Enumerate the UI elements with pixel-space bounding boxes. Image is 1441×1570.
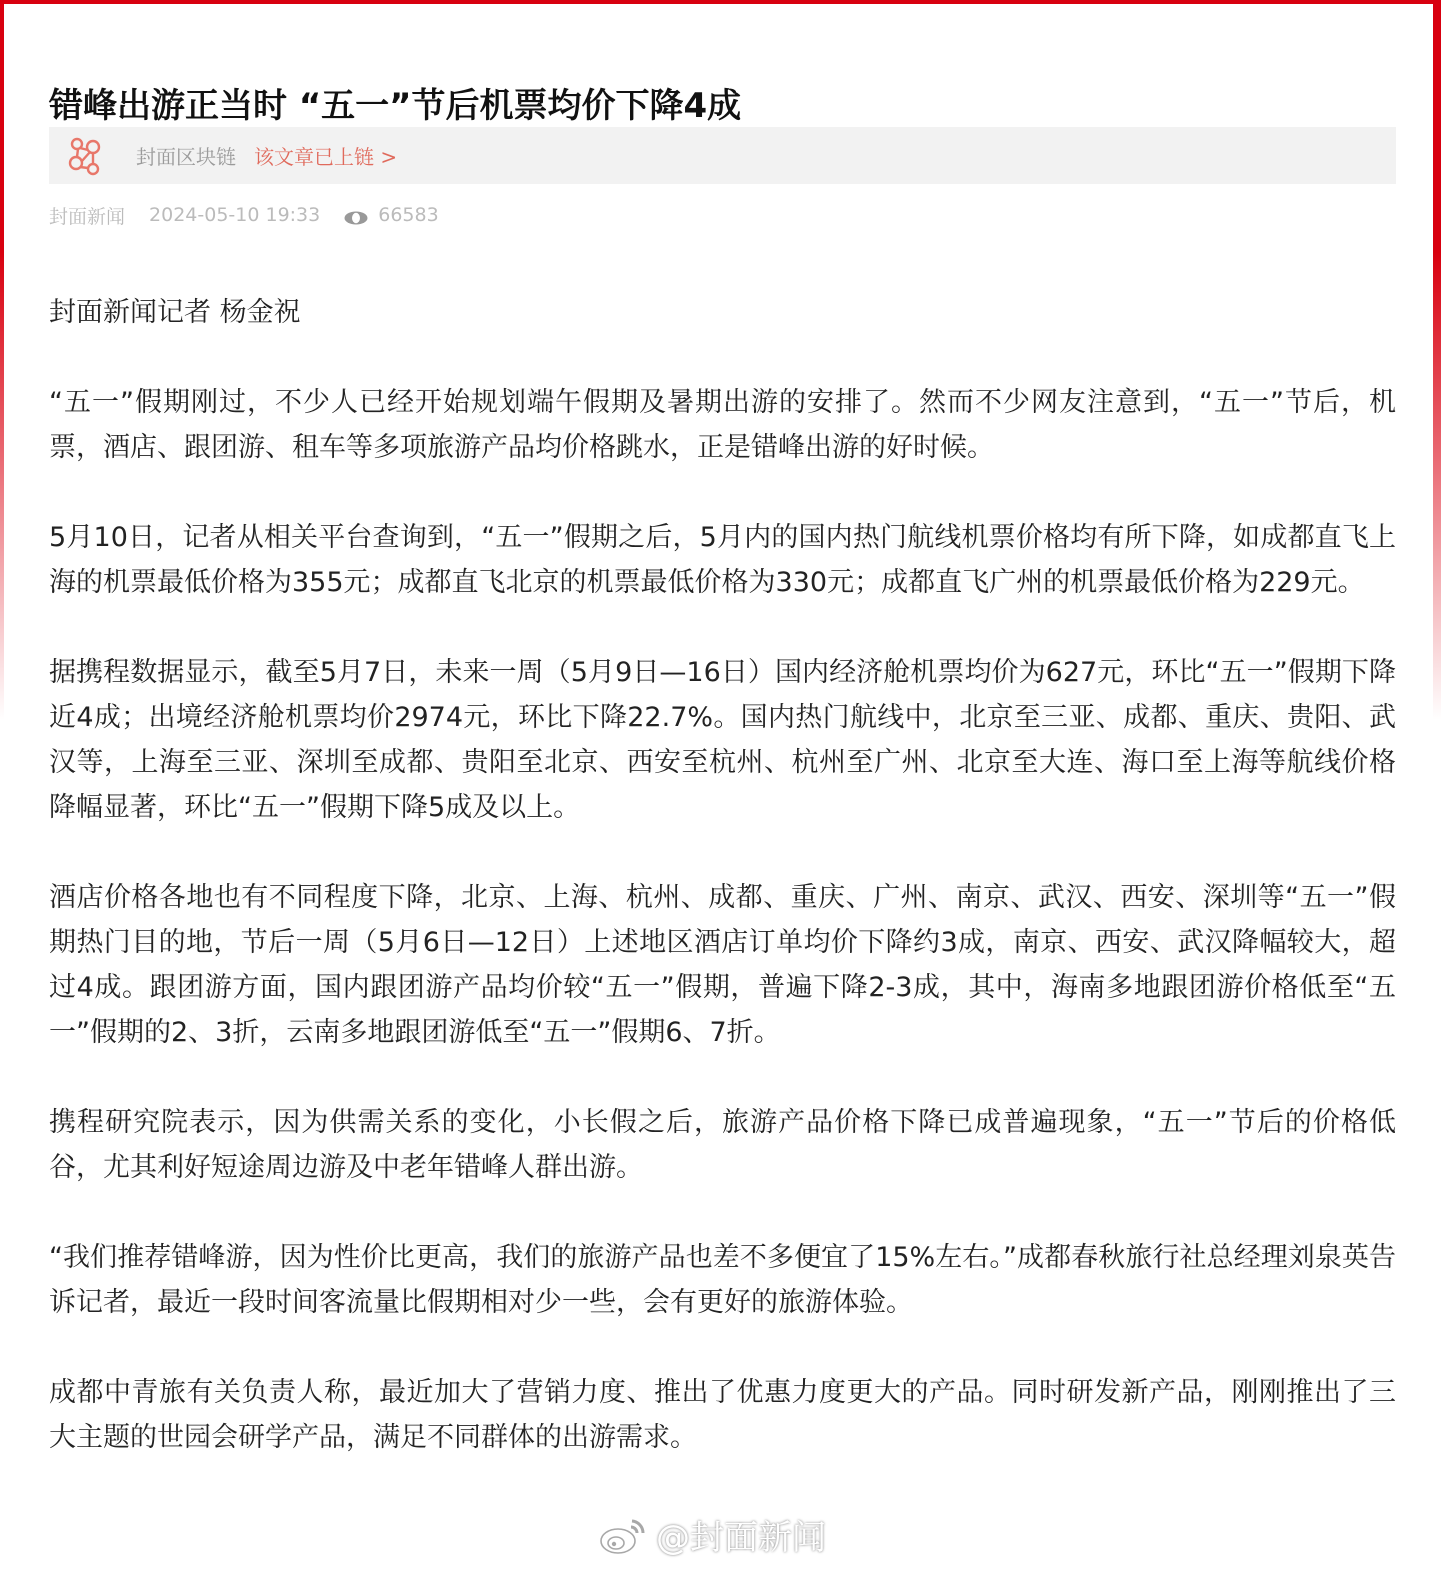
- article-meta: [49, 200, 439, 230]
- watermark-text: @封面新闻: [656, 1518, 826, 1558]
- red-frame-top: [0, 0, 1441, 4]
- paragraph: 据携程数据显示，截至5月7日，未来一周（5月9日—16日）国内经济舱机票均价为627元，环比“五一”假期下降近4成；出境经济舱机票均价2974元，环比下降22.7%。国内热门航线中，北京至三亚、成都、重庆、贵阳、武汉等，上海至三亚、深圳至成都、贵阳至北京、西安至杭州、杭州至广州、北京至大连、海口至上海等航线价格降幅显著，环比“五一”假期下降5成及以上。: [49, 657, 1396, 823]
- article-body: [49, 290, 1396, 1505]
- publish-datetime: 2024-05-10 19:33: [149, 204, 321, 226]
- paragraph: “我们推荐错峰游，因为性价比更高，我们的旅游产品也差不多便宜了15%左右。”成都春秋旅行社总经理刘泉英告诉记者，最近一段时间客流量比假期相对少一些，会有更好的旅游体验。: [49, 1242, 1396, 1318]
- paragraph: 5月10日，记者从相关平台查询到，“五一”假期之后，5月内的国内热门航线机票价格均有所下降，如成都直飞上海的机票最低价格为355元；成都直飞北京的机票最低价格为330元；成都直飞广州的机票最低价格为229元。: [49, 522, 1396, 598]
- red-frame-left: [0, 0, 4, 720]
- blockchain-molecule-icon: [66, 136, 106, 176]
- eye-icon: [344, 208, 368, 222]
- on-chain-link[interactable]: 该文章已上链 >: [254, 145, 398, 169]
- article-source: 封面新闻: [49, 205, 126, 228]
- paragraph: 携程研究院表示，因为供需关系的变化，小长假之后，旅游产品价格下降已成普遍现象，“五一”节后的价格低谷，尤其利好短途周边游及中老年错峰人群出游。: [49, 1107, 1396, 1183]
- paragraph: 酒店价格各地也有不同程度下降，北京、上海、杭州、成都、重庆、广州、南京、武汉、西安、深圳等“五一”假期热门目的地，节后一周（5月6日—12日）上述地区酒店订单均价下降约3成，南京、西安、武汉降幅较大，超过4成。跟团游方面，国内跟团游产品均价较“五一”假期，普遍下降2-3成，其中，海南多地跟团游价格低至“五一”假期的2、3折，云南多地跟团游低至“五一”假期6、7折。: [49, 882, 1396, 1048]
- reporter-byline: 封面新闻记者 杨金祝: [49, 297, 301, 328]
- weibo-icon: [598, 1513, 650, 1557]
- paragraph: 成都中青旅有关负责人称，最近加大了营销力度、推出了优惠力度更大的产品。同时研发新产品，刚刚推出了三大主题的世园会研学产品，满足不同群体的出游需求。: [49, 1377, 1396, 1453]
- red-frame-right: [1433, 0, 1441, 720]
- blockchain-bar: [49, 127, 1396, 184]
- article-title: 错峰出游正当时 “五一”节后机票均价下降4成: [49, 85, 742, 126]
- weibo-watermark: [598, 1510, 826, 1559]
- blockchain-label: 封面区块链: [136, 145, 236, 169]
- view-count: 66583: [378, 204, 439, 226]
- paragraph: “五一”假期刚过，不少人已经开始规划端午假期及暑期出游的安排了。然而不少网友注意到，“五一”节后，机票，酒店、跟团游、租车等多项旅游产品均价格跳水，正是错峰出游的好时候。: [49, 387, 1396, 463]
